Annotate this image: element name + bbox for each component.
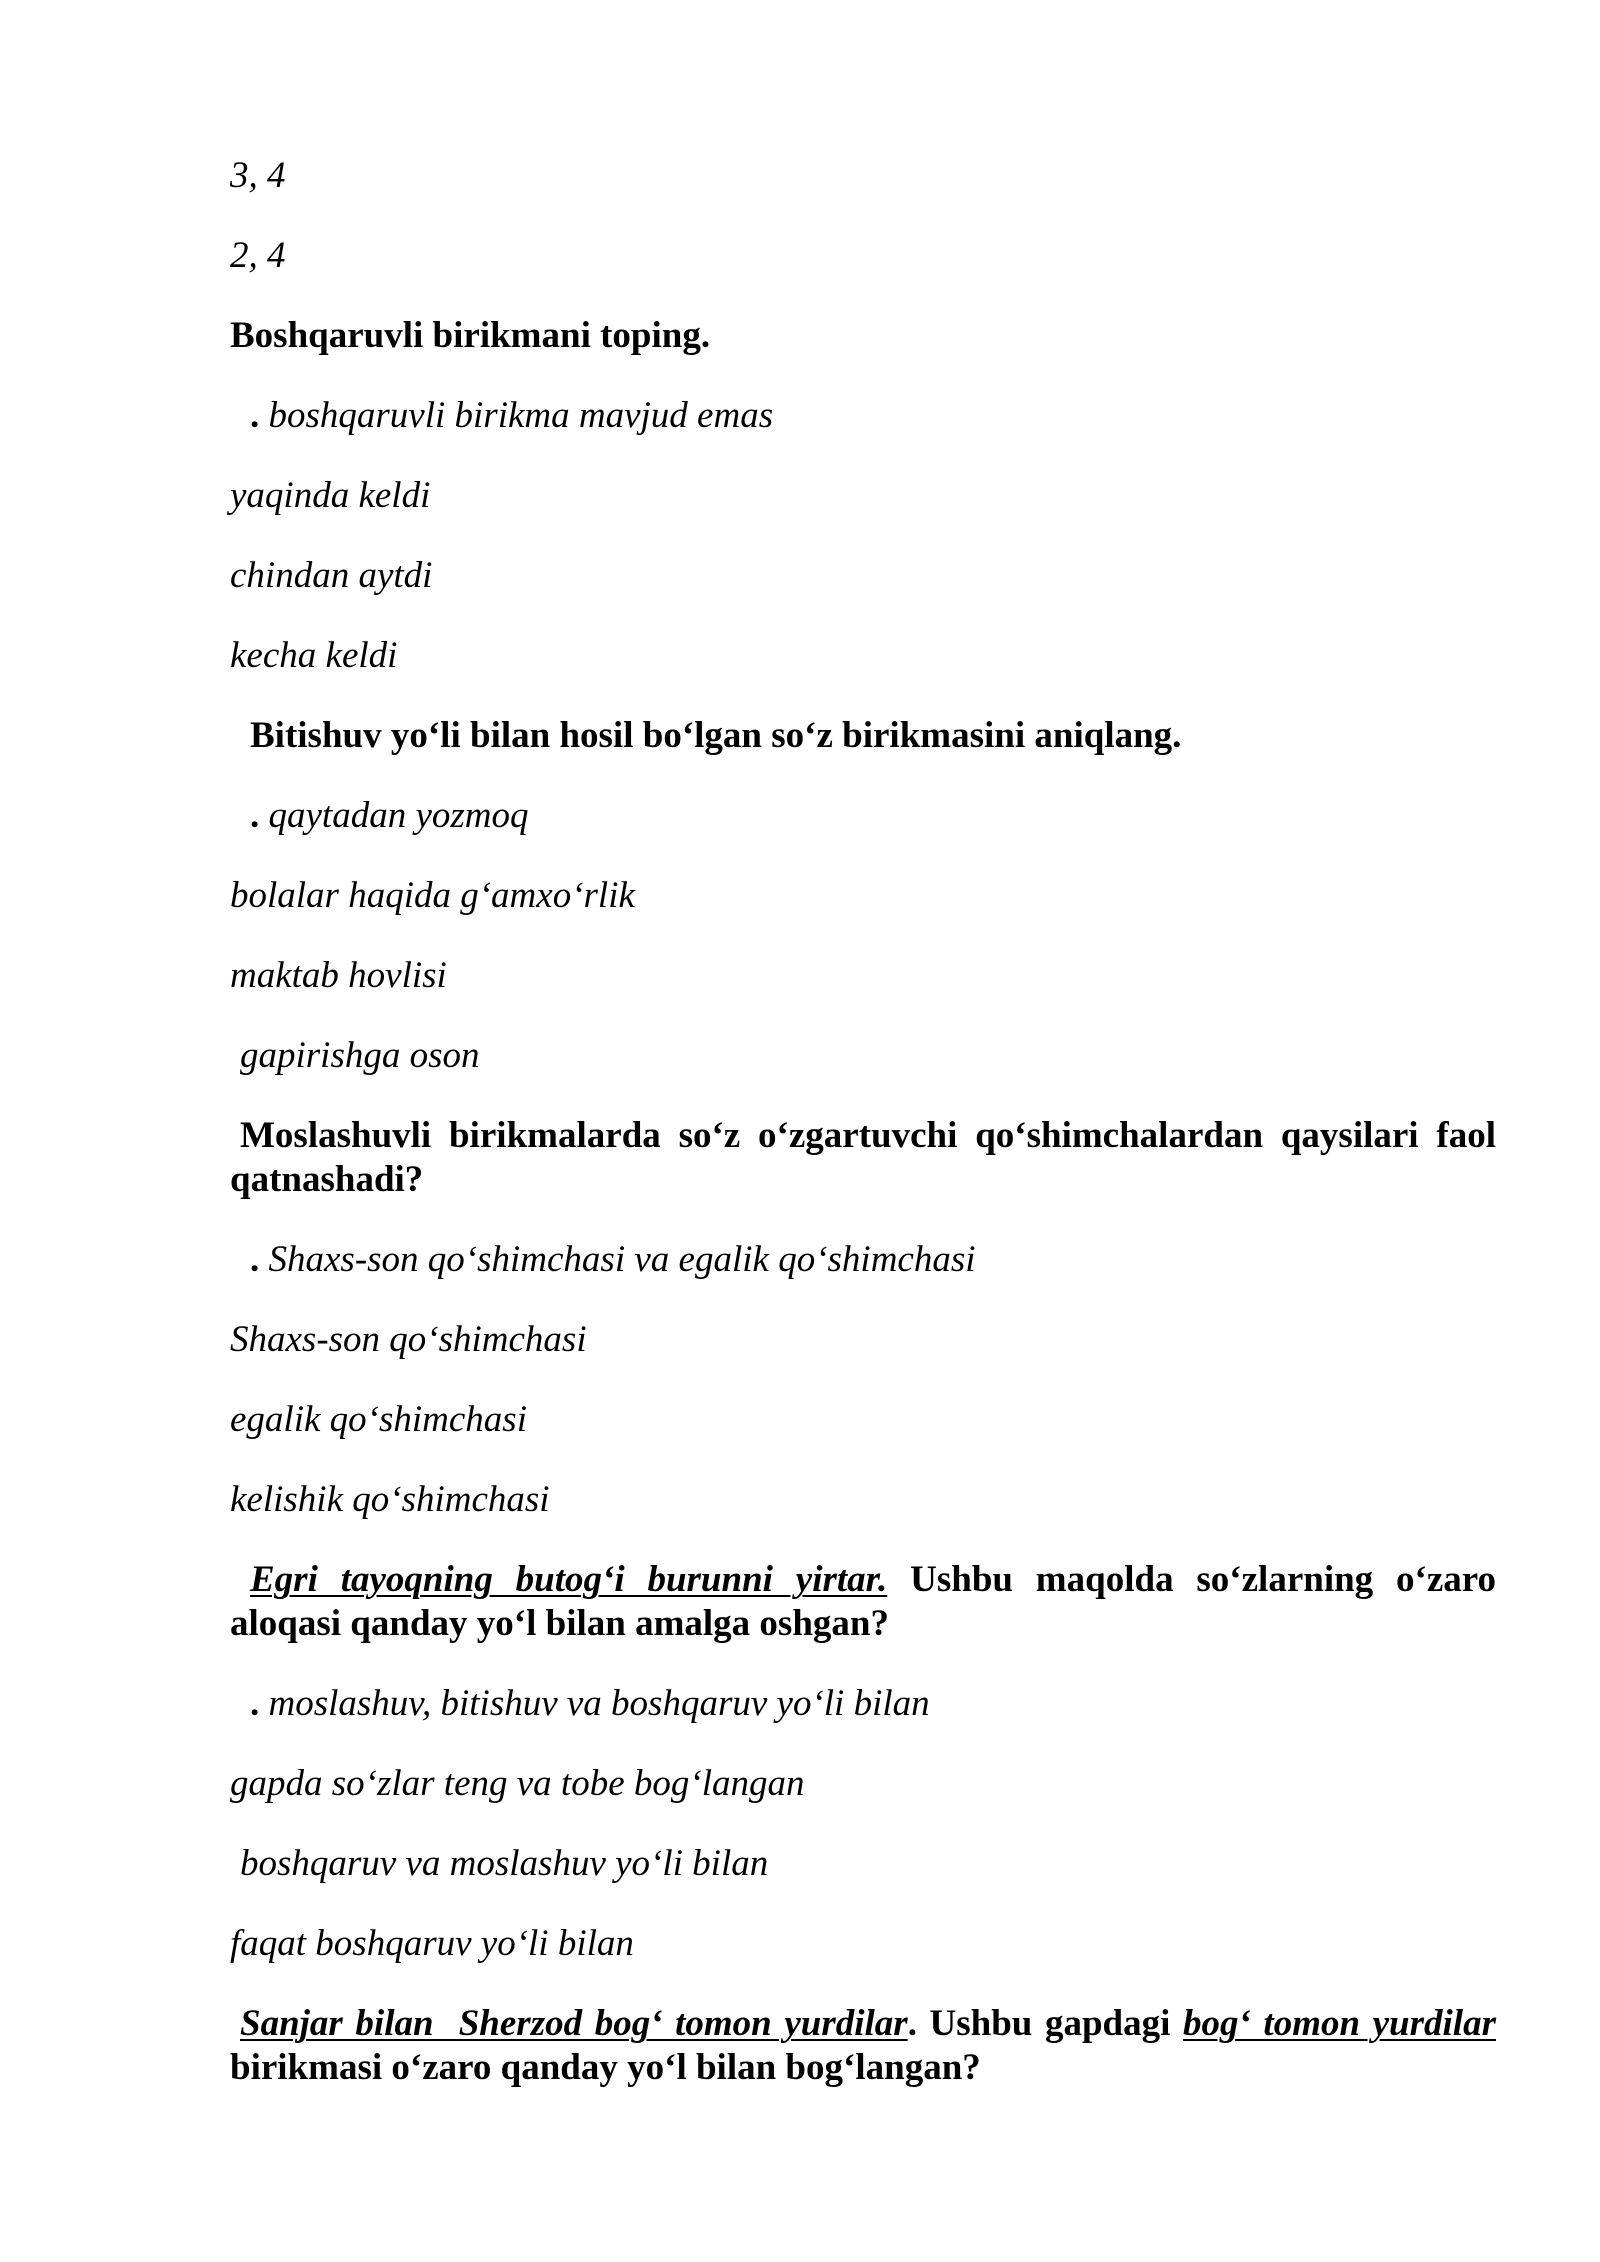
question-prompt: Boshqaruvli birikmani toping. — [230, 315, 711, 356]
answer-option: chindan aytdi — [230, 555, 433, 596]
option-text: boshqaruvli birikma mavjud emas — [268, 395, 774, 436]
answer-option-marked — [230, 794, 1496, 838]
answer-option: egalik qo‘shimchasi — [230, 1399, 527, 1440]
answer-option-marked — [230, 394, 1496, 438]
option-text: qaytadan yozmoq — [268, 795, 529, 836]
answer-option: maktab hovlisi — [230, 955, 447, 996]
answer-option: Shaxs-son qo‘shimchasi — [230, 1319, 587, 1360]
answer-option-marked — [230, 1682, 1496, 1726]
question-text: Ushbu gapdagi — [929, 2003, 1171, 2044]
example-sentence-end: . — [907, 2003, 917, 2044]
answer-option: faqat boshqaruv yo‘li bilan — [230, 1923, 634, 1964]
answer-option: boshqaruv va moslashuv yo‘li bilan — [240, 1843, 769, 1884]
answer-option: gapirishga oson — [240, 1035, 480, 1076]
question-prompt — [230, 2002, 1496, 2090]
question-text-end: birikmasi o‘zaro qanday yo‘l bilan bog‘langan? — [230, 2047, 981, 2088]
continued-option: 2, 4 — [230, 235, 286, 276]
answer-option: yaqinda keldi — [230, 475, 431, 516]
answer-option: gapda so‘zlar teng va tobe bog‘langan — [230, 1763, 805, 1804]
question-prompt — [230, 1558, 1496, 1646]
option-marker: . — [250, 795, 260, 836]
answer-option: bolalar haqida g‘amxo‘rlik — [230, 875, 635, 916]
question-text: Ushbu maqolda so‘zlarning o‘zaro aloqasi qanday yo‘l bilan amalga oshgan? — [230, 1559, 1497, 1644]
highlighted-phrase: bog‘ tomon yurdilar — [1183, 2003, 1496, 2044]
answer-option-marked — [230, 1238, 1496, 1282]
option-text: moslashuv, bitishuv va boshqaruv yo‘li bilan — [268, 1683, 930, 1724]
continued-option: 3, 4 — [230, 155, 286, 196]
answer-option: kelishik qo‘shimchasi — [230, 1479, 550, 1520]
option-marker: . — [250, 1239, 260, 1280]
answer-option: kecha keldi — [230, 635, 398, 676]
option-text: Shaxs-son qo‘shimchasi va egalik qo‘shimchasi — [268, 1239, 976, 1280]
example-sentence: Sanjar bilan Sherzod bog‘ tomon yurdilar — [240, 2003, 908, 2044]
question-prompt: Bitishuv yo‘li bilan hosil bo‘lgan so‘z birikmasini aniqlang. — [250, 715, 1182, 756]
example-sentence: Egri tayoqning butog‘i burunni yirtar. — [250, 1559, 888, 1600]
option-marker: . — [250, 395, 260, 436]
option-marker: . — [250, 1683, 260, 1724]
question-prompt: Moslashuvli birikmalarda so‘z o‘zgartuvchi qo‘shimchalardan qaysilari faol qatnashadi? — [230, 1115, 1496, 1200]
